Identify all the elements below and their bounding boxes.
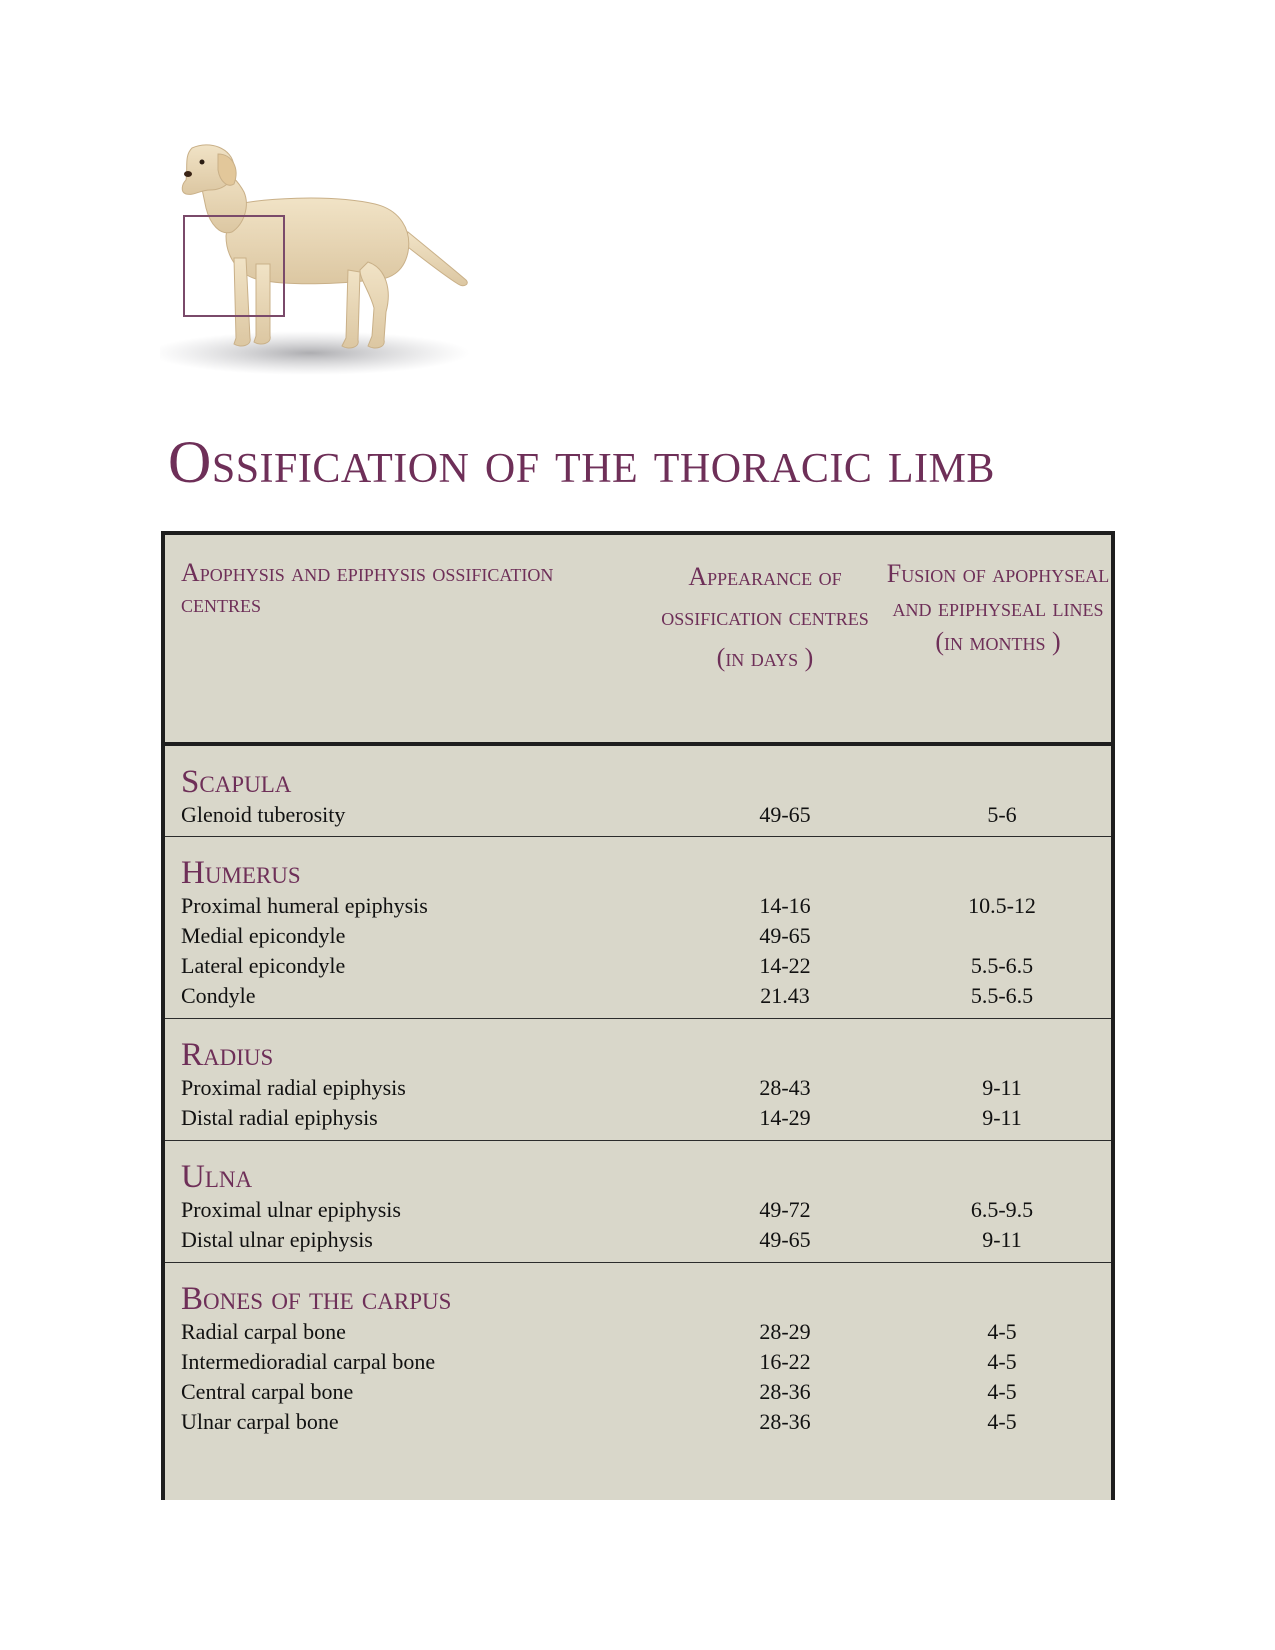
row-appearance: 28-43: [759, 1075, 811, 1100]
header-appearance: Appearance of ossification centres (in days ): [661, 562, 869, 672]
table-row: [165, 1346, 1111, 1378]
table-header: [165, 535, 1111, 746]
row-name: Radial carpal bone: [181, 1319, 346, 1344]
section-carpus: [165, 1263, 1111, 1500]
table-row: [165, 1316, 1111, 1348]
header-fusion: Fusion of apophyseal and epiphyseal lines (in months ): [886, 559, 1110, 656]
row-name: Medial epicondyle: [181, 923, 346, 948]
section-title: Humerus: [181, 855, 301, 891]
table-row: [165, 799, 1111, 831]
row-appearance: 21.43: [760, 983, 810, 1008]
section-ulna: [165, 1141, 1111, 1263]
section-title: Scapula: [181, 764, 292, 800]
row-fusion: 9-11: [982, 1227, 1022, 1252]
table-row: [165, 1376, 1111, 1408]
row-appearance: 49-65: [759, 1227, 811, 1252]
table-row: [165, 950, 1111, 982]
section-humerus: [165, 837, 1111, 1019]
row-name: Proximal radial epiphysis: [181, 1075, 406, 1100]
table-row: [165, 1072, 1111, 1104]
section-scapula: [165, 746, 1111, 837]
section-title: Bones of the carpus: [181, 1281, 452, 1317]
table-row: [165, 890, 1111, 922]
row-name: Intermedioradial carpal bone: [181, 1349, 436, 1374]
row-appearance: 16-22: [759, 1349, 811, 1374]
row-name: Proximal ulnar epiphysis: [181, 1197, 401, 1222]
table-row: [165, 1194, 1111, 1226]
row-fusion: 4-5: [987, 1349, 1017, 1374]
section-radius: [165, 1019, 1111, 1141]
row-name: Glenoid tuberosity: [181, 802, 346, 827]
row-fusion: 4-5: [987, 1319, 1017, 1344]
row-appearance: 28-29: [759, 1319, 811, 1344]
row-appearance: 28-36: [759, 1379, 811, 1404]
section-title: Radius: [181, 1037, 274, 1073]
dog-shadow: [160, 331, 470, 375]
row-name: Central carpal bone: [181, 1379, 354, 1404]
row-fusion: 5.5-6.5: [970, 953, 1034, 978]
row-fusion: 9-11: [982, 1105, 1022, 1130]
ossification-table: [161, 531, 1115, 1500]
row-fusion: 5.5-6.5: [970, 983, 1034, 1008]
row-name: Distal radial epiphysis: [181, 1105, 378, 1130]
row-fusion: 4-5: [987, 1409, 1017, 1434]
table-row: [165, 920, 1111, 952]
table-row: [165, 1102, 1111, 1134]
row-appearance: 14-29: [759, 1105, 811, 1130]
table-row: [165, 1224, 1111, 1256]
row-appearance: 14-22: [759, 953, 811, 978]
row-fusion: 10.5-12: [968, 893, 1036, 918]
dog-body: [182, 145, 467, 348]
section-title: Ulna: [181, 1159, 253, 1195]
row-fusion: 6.5-9.5: [970, 1197, 1034, 1222]
row-appearance: 49-65: [759, 802, 811, 827]
row-appearance: 28-36: [759, 1409, 811, 1434]
table-row: [165, 980, 1111, 1012]
row-name: Ulnar carpal bone: [181, 1409, 339, 1434]
table-row: [165, 1406, 1111, 1438]
page-title: Ossification of the thoracic limb: [168, 429, 995, 495]
dog-illustration: [160, 140, 500, 400]
row-name: Distal ulnar epiphysis: [181, 1227, 373, 1252]
row-name: Lateral epicondyle: [181, 953, 346, 978]
row-fusion: 4-5: [987, 1379, 1017, 1404]
row-appearance: 14-16: [759, 893, 811, 918]
row-name: Condyle: [181, 983, 256, 1008]
dog-nose: [184, 171, 192, 177]
row-name: Proximal humeral epiphysis: [181, 893, 428, 918]
dog-eye: [200, 160, 205, 165]
row-appearance: 49-72: [759, 1197, 811, 1222]
row-appearance: 49-65: [759, 923, 811, 948]
row-fusion: 5-6: [987, 802, 1017, 827]
row-fusion: 9-11: [982, 1075, 1022, 1100]
header-centres: Apophysis and epiphysis ossification centres: [181, 558, 554, 619]
